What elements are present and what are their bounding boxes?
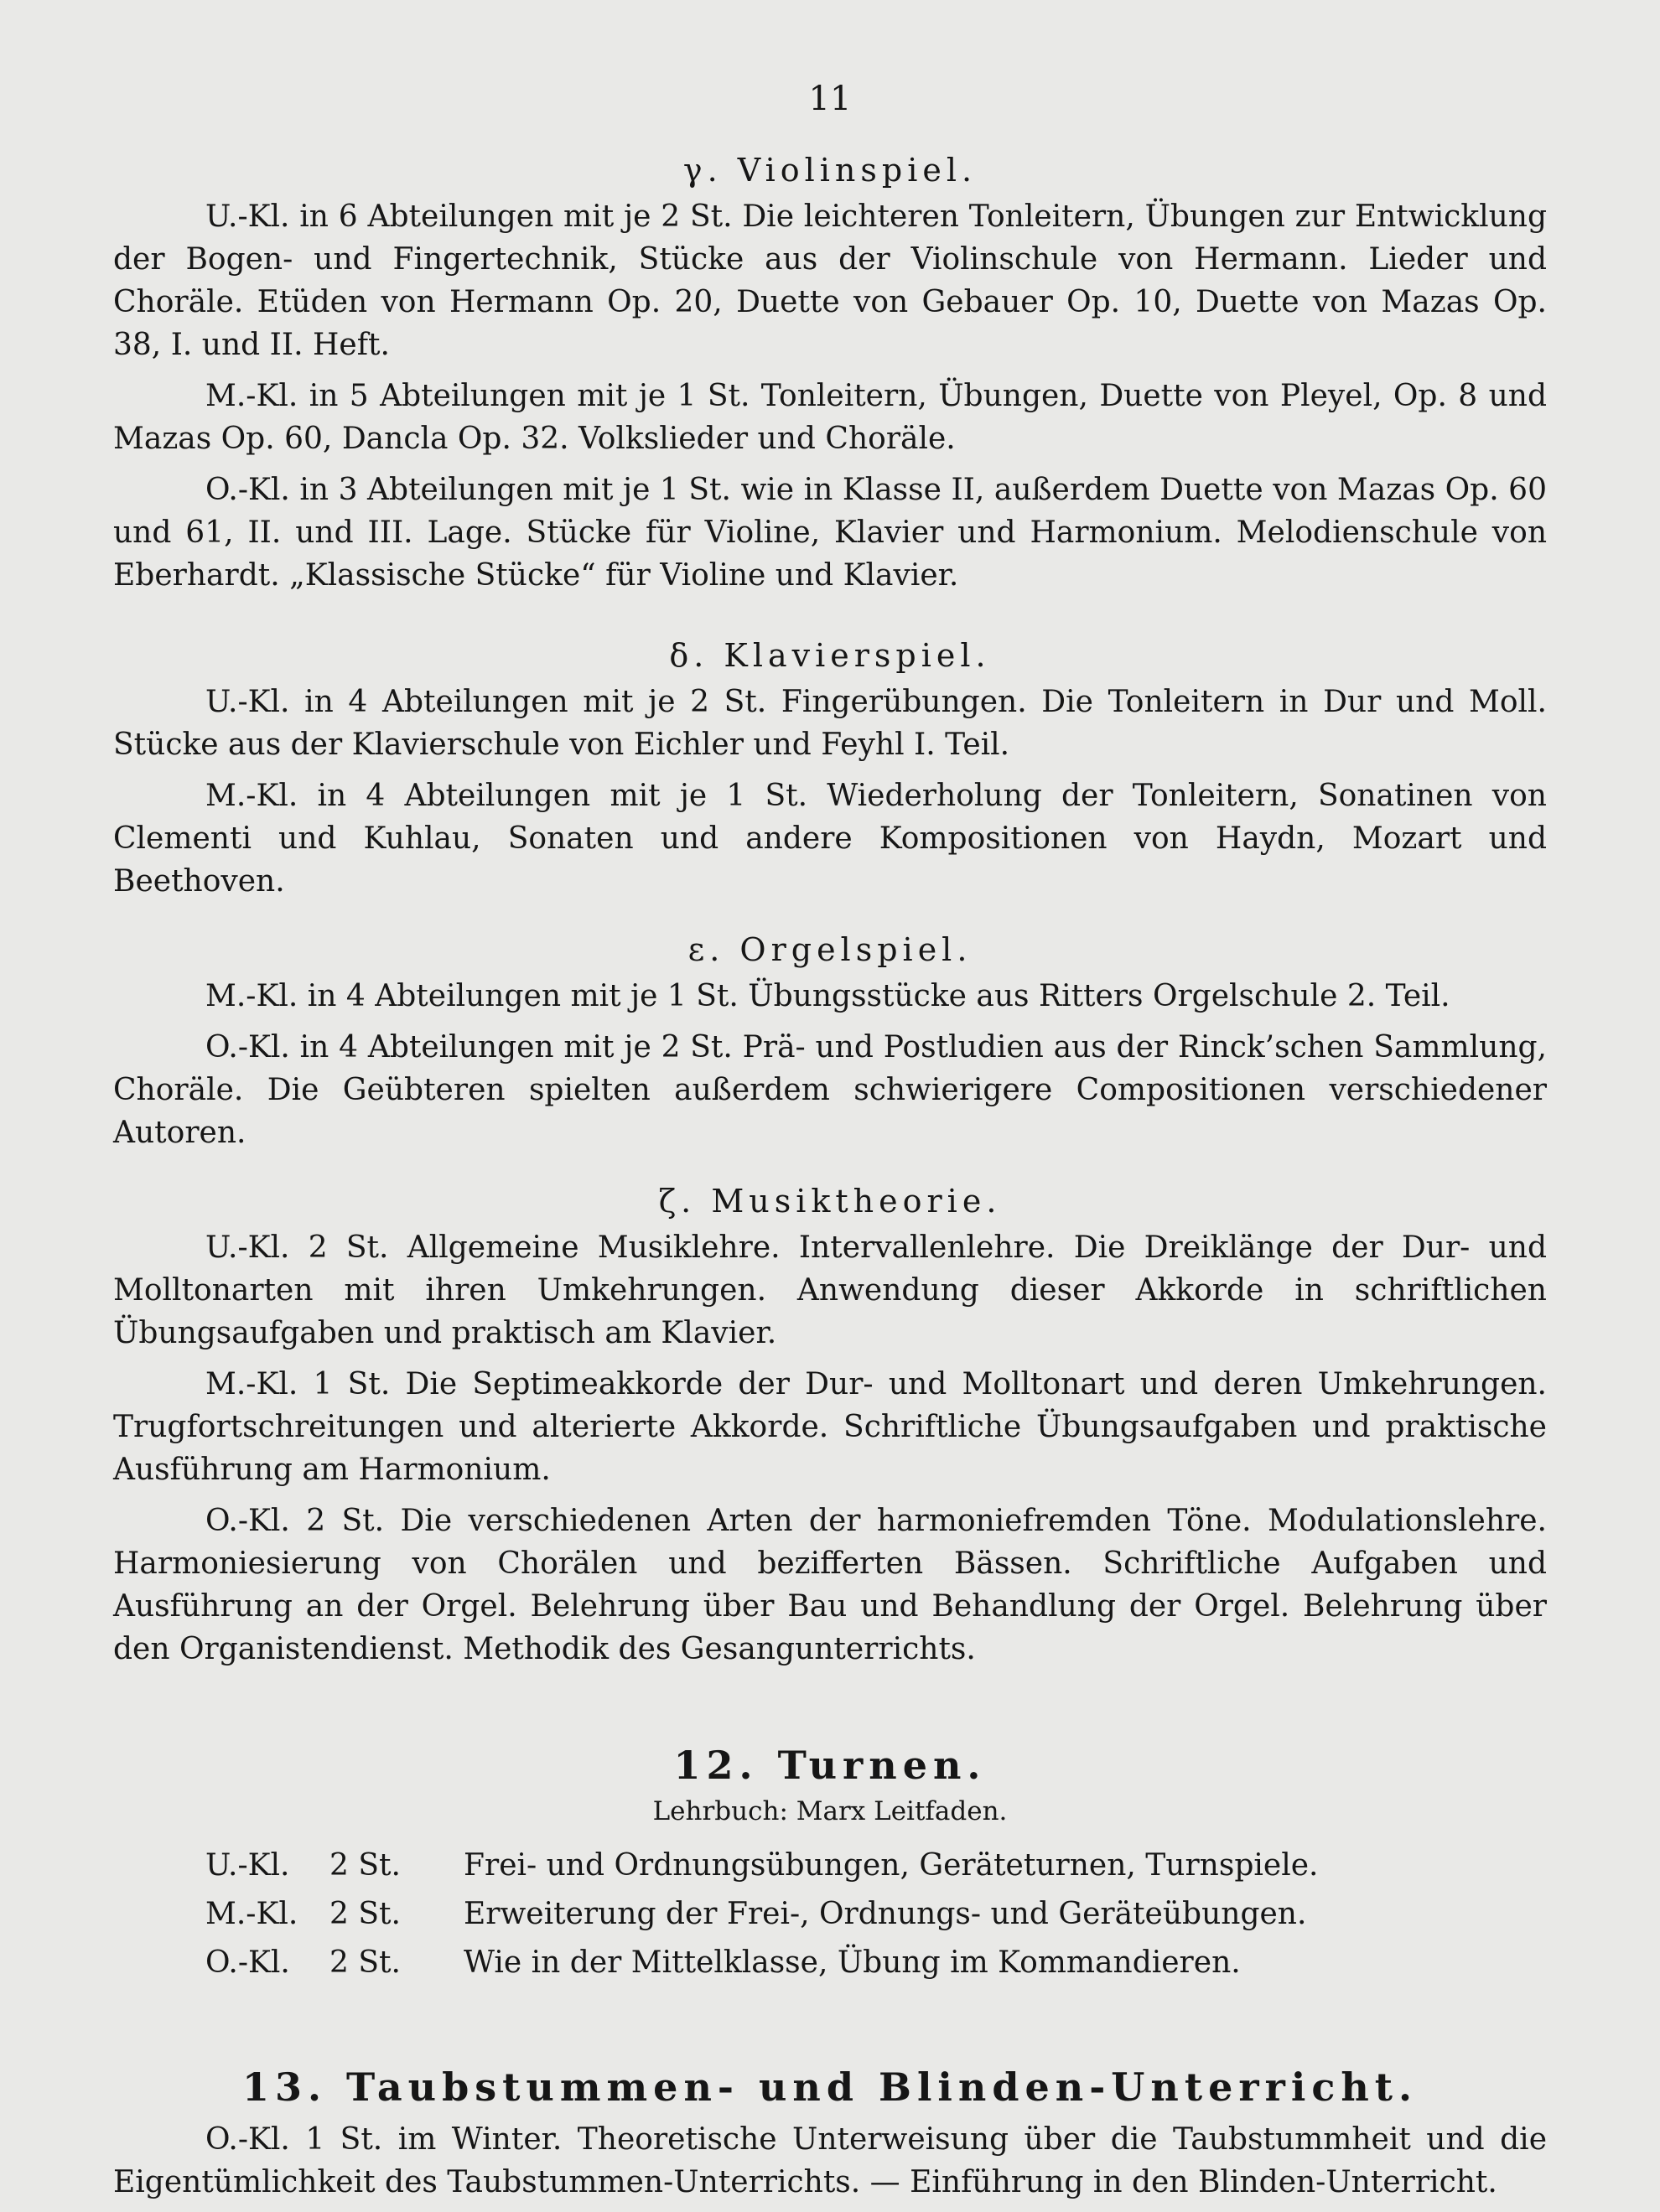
- hours-label: 2 St.: [329, 1848, 401, 1883]
- page-number: 11: [808, 80, 852, 118]
- turnen-row: [113, 1890, 1547, 1939]
- chapter-heading-taubstummen: 13. Taubstummen- und Blinden-Unterricht.: [241, 2064, 1419, 2110]
- textbook-line: Lehrbuch: Marx Leitfaden.: [652, 1796, 1008, 1826]
- paragraph: O.-Kl. 2 St. Die verschiedenen Arten der harmoniefremden Töne. Modulationslehre. Harmoniesierung von Chorälen und bezifferten Bässen. Schriftliche Aufgaben und Ausführung an der Orgel. Belehrung über Bau und Behandlung der Orgel. Belehrung über den Organistendienst. Methodik des Gesangunterrichts.: [113, 1504, 1547, 1666]
- paragraph: O.-Kl. in 3 Abteilungen mit je 1 St. wie in Klasse II, außerdem Duette von Mazas Op. 60 und 61, II. und III. Lage. Stücke für Violine, Klavier und Harmonium. Melodienschule von Eberhardt. „Klassische Stücke“ für Violine und Klavier.: [113, 473, 1547, 593]
- section-heading-musiktheorie: ζ. Musiktheorie.: [658, 1183, 1002, 1220]
- row-text: Wie in der Mittelklasse, Übung im Kommandieren.: [464, 1945, 1241, 1980]
- paragraph: U.-Kl. in 4 Abteilungen mit je 2 St. Fingerübungen. Die Tonleitern in Dur und Moll. Stücke aus der Klavierschule von Eichler und Feyhl I. Teil.: [113, 685, 1547, 762]
- row-text: Erweiterung der Frei-, Ordnungs- und Geräteübungen.: [464, 1897, 1307, 1931]
- class-label: M.-Kl.: [205, 1897, 298, 1931]
- paragraph: M.-Kl. in 4 Abteilungen mit je 1 St. Übungsstücke aus Ritters Orgelschule 2. Teil.: [205, 979, 1450, 1013]
- section-heading-violinspiel: γ. Violinspiel.: [682, 152, 978, 189]
- section-heading-orgelspiel: ε. Orgelspiel.: [687, 931, 973, 968]
- paragraph: U.-Kl. 2 St. Allgemeine Musiklehre. Intervallenlehre. Die Dreiklänge der Dur- und Molltonarten mit ihren Umkehrungen. Anwendung dieser Akkorde in schriftlichen Übungsaufgaben und praktisch am Klavier.: [113, 1230, 1547, 1350]
- chapter-heading-turnen: 12. Turnen.: [673, 1743, 987, 1788]
- page-content: [113, 80, 1547, 2212]
- paragraph: U.-Kl. in 6 Abteilungen mit je 2 St. Die leichteren Tonleitern, Übungen zur Entwicklung der Bogen- und Fingertechnik, Stücke aus der Violinschule von Hermann. Lieder und Choräle. Etüden von Hermann Op. 20, Duette von Gebauer Op. 10, Duette von Mazas Op. 38, I. und II. Heft.: [113, 199, 1547, 362]
- paragraph: O.-Kl. 1 St. im Winter. Theoretische Unterweisung über die Taubstummheit und die Eigentümlichkeit des Taubstummen-Unterrichts. — Einführung in den Blinden-Unterricht.: [113, 2122, 1547, 2199]
- section-heading-klavierspiel: δ. Klavierspiel.: [669, 637, 991, 674]
- hours-label: 2 St.: [329, 1897, 401, 1931]
- paragraph: M.-Kl. in 5 Abteilungen mit je 1 St. Tonleitern, Übungen, Duette von Pleyel, Op. 8 und Mazas Op. 60, Dancla Op. 32. Volkslieder und Choräle.: [113, 379, 1547, 456]
- row-text: Frei- und Ordnungsübungen, Geräteturnen, Turnspiele.: [464, 1848, 1319, 1883]
- turnen-row: [113, 1842, 1547, 1890]
- turnen-row: [113, 1939, 1547, 1987]
- hours-label: 2 St.: [329, 1945, 401, 1980]
- paragraph: O.-Kl. in 4 Abteilungen mit je 2 St. Prä- und Postludien aus der Rinck’schen Sammlung, Choräle. Die Geübteren spielten außerdem schwierigere Compositionen verschiedener Autoren.: [113, 1030, 1547, 1150]
- paragraph: M.-Kl. in 4 Abteilungen mit je 1 St. Wiederholung der Tonleitern, Sonatinen von Clementi und Kuhlau, Sonaten und andere Kompositionen von Haydn, Mozart und Beethoven.: [113, 779, 1547, 899]
- class-label: O.-Kl.: [205, 1945, 290, 1980]
- paragraph: M.-Kl. 1 St. Die Septimeakkorde der Dur- und Molltonart und deren Umkehrungen. Trugfortschreitungen und alterierte Akkorde. Schriftliche Übungsaufgaben und praktische Ausführung am Harmonium.: [113, 1367, 1547, 1487]
- class-label: U.-Kl.: [205, 1848, 290, 1883]
